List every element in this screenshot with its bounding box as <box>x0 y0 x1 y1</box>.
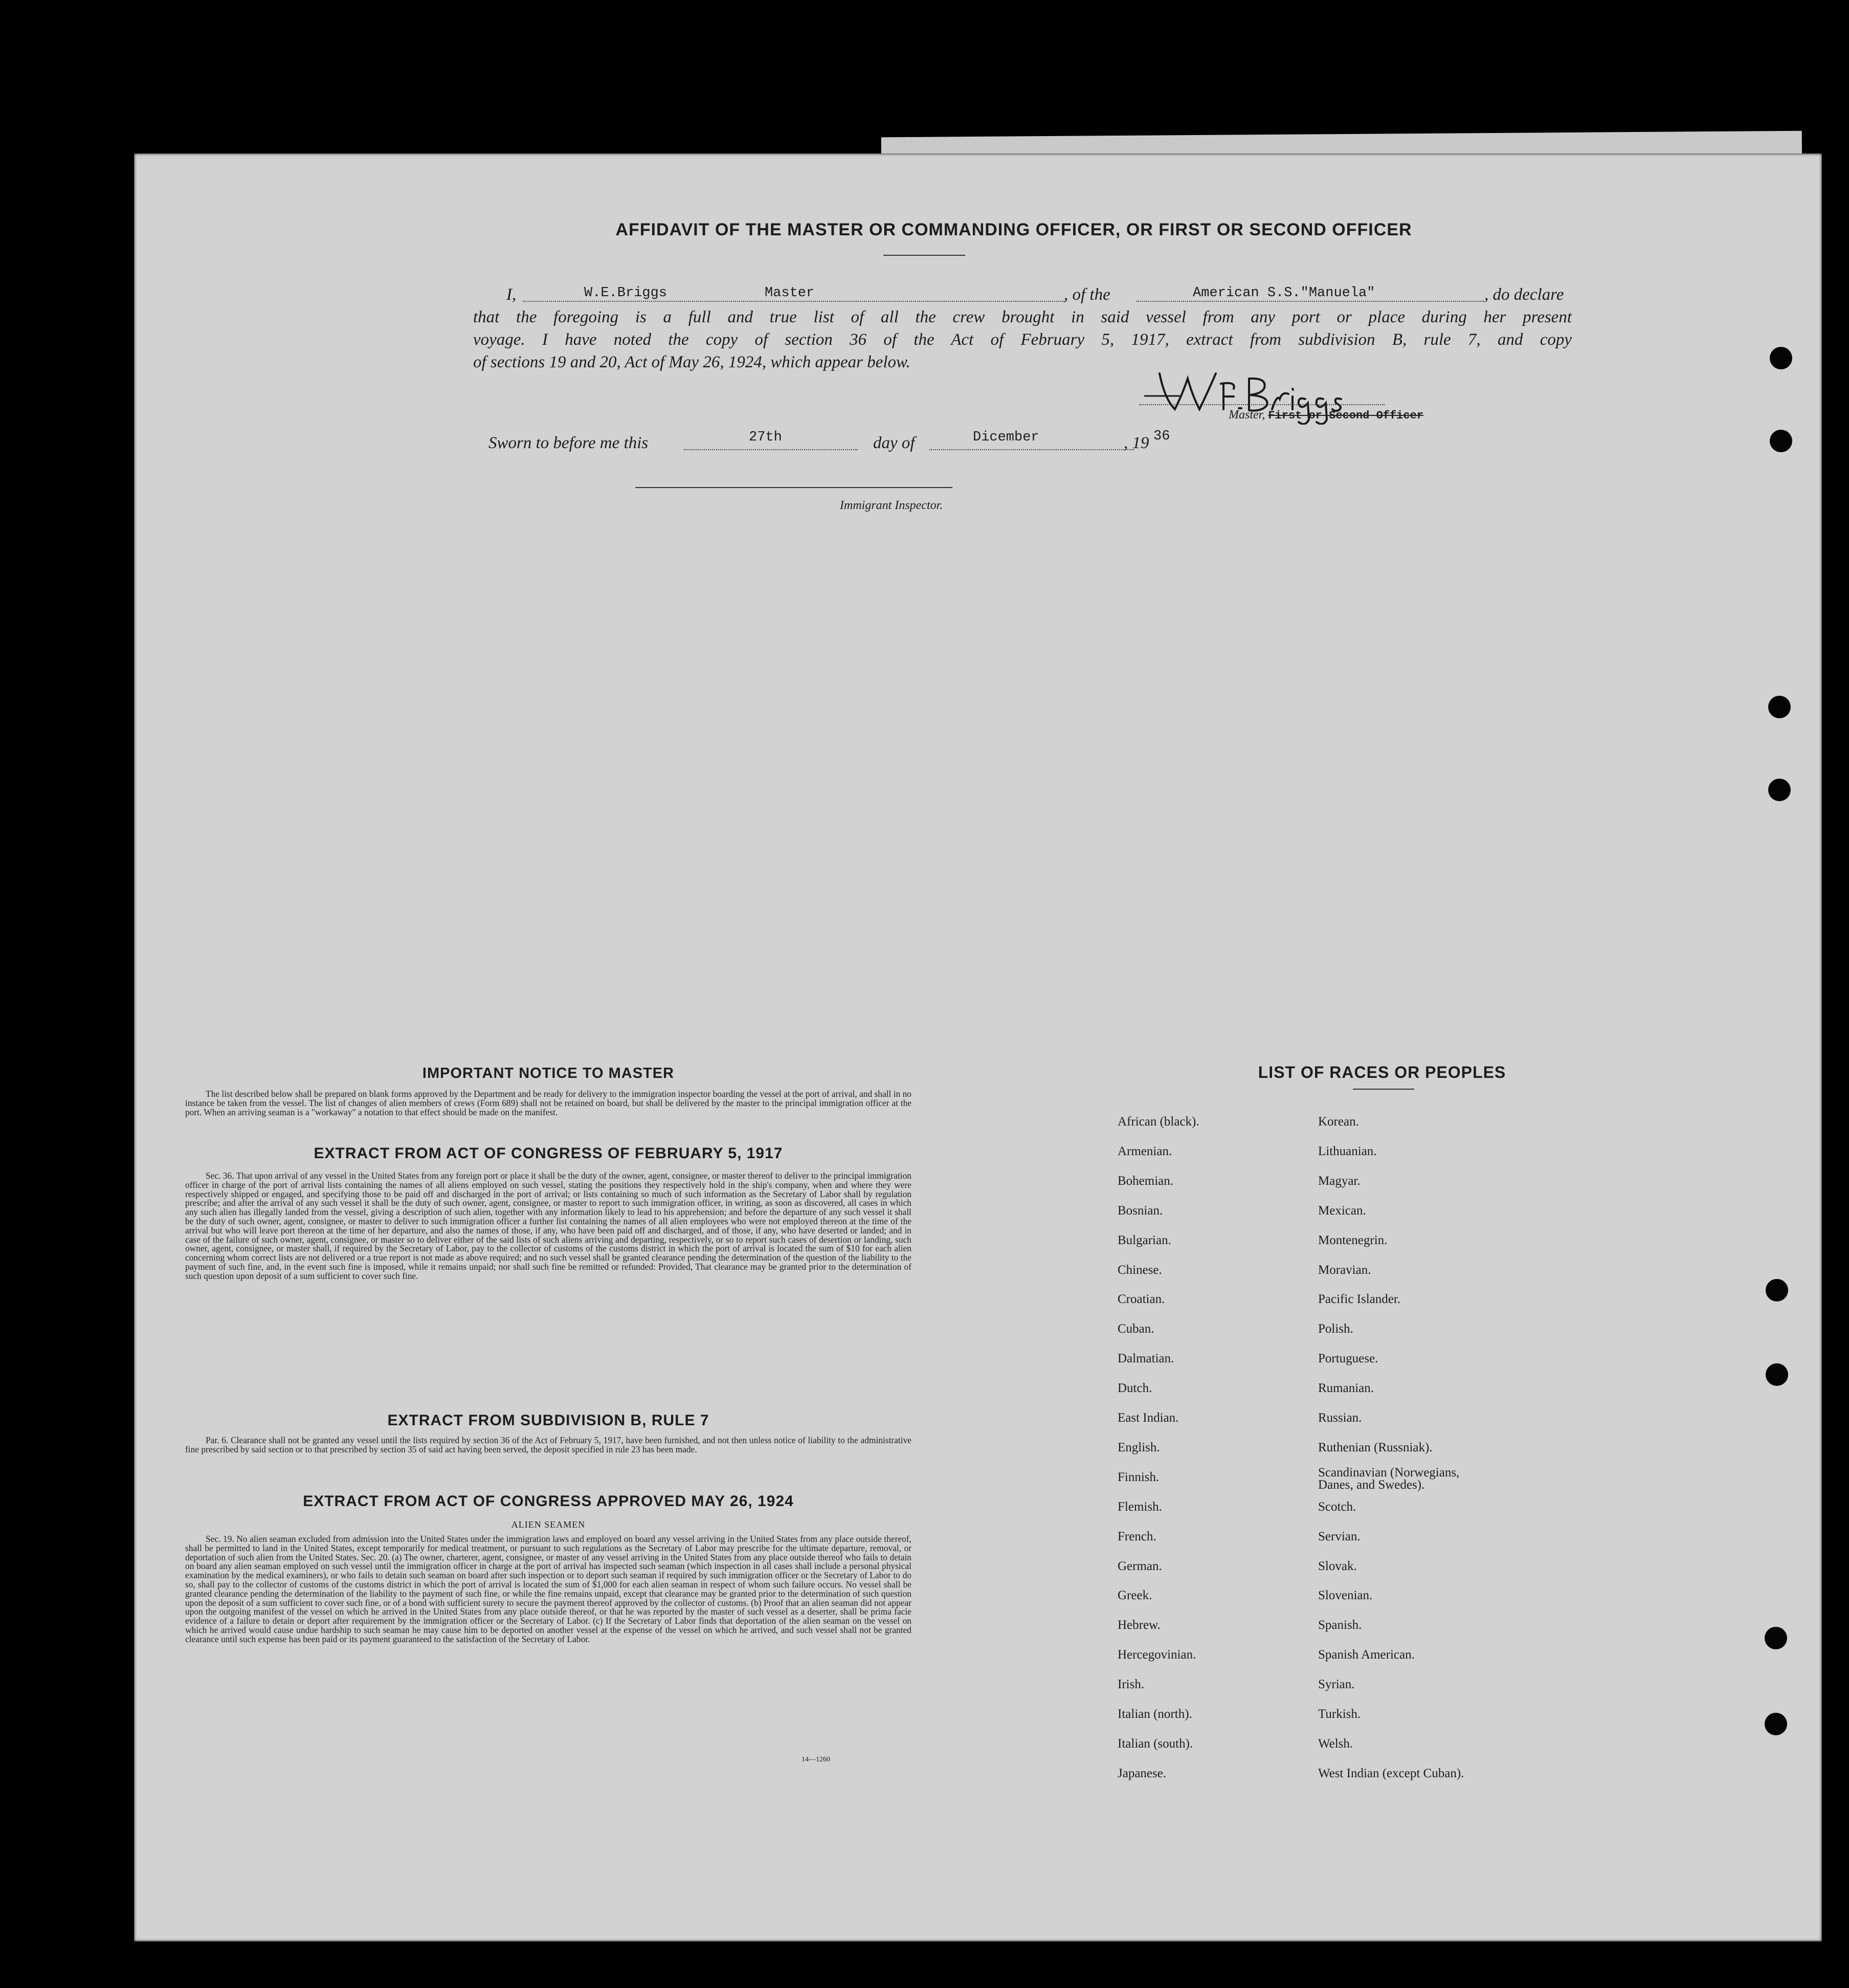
race-item: Irish. <box>1118 1677 1145 1692</box>
race-item: Lithuanian. <box>1318 1144 1377 1158</box>
race-item: Finnish. <box>1118 1470 1160 1484</box>
race-item: Cuban. <box>1118 1322 1154 1336</box>
sworn-day: 27th <box>749 430 782 445</box>
race-item: Italian (south). <box>1118 1736 1193 1751</box>
signature-line <box>1139 404 1385 405</box>
binder-hole <box>1766 1363 1788 1386</box>
rule-7-text: Par. 6. Clearance shall not be granted any vessel until the lists required by section 36 of the Act of February 5, 1917, have been furnished, and not then unless notice of liability to the administrative fine prescribed by said section or to that prescribed by section 35 of said act having been served, the deposit specified in rule 23 has been made. <box>185 1435 911 1454</box>
alien-seamen-subtitle: ALIEN SEAMEN <box>511 1519 586 1530</box>
binder-hole <box>1768 779 1791 801</box>
race-item: Croatian. <box>1118 1292 1165 1307</box>
extract-1917-title: EXTRACT FROM ACT OF CONGRESS OF FEBRUARY 5, 1917 <box>314 1145 783 1162</box>
races-title-divider <box>1353 1089 1414 1090</box>
month-blank <box>929 449 1134 450</box>
extract-1924-title: EXTRACT FROM ACT OF CONGRESS APPROVED MAY 26, 1924 <box>303 1493 794 1510</box>
declaration-line-4: of sections 19 and 20, Act of May 26, 1924, which appear below. <box>473 353 910 371</box>
race-item: Dutch. <box>1118 1381 1152 1396</box>
vessel-name: American S.S."Manuela" <box>1193 285 1375 301</box>
affidavit-sheet <box>134 153 1822 1941</box>
race-item: Korean. <box>1318 1115 1359 1129</box>
race-item: Slovenian. <box>1318 1588 1373 1603</box>
caption-master: Master, <box>1229 408 1265 422</box>
race-item: East Indian. <box>1118 1411 1179 1425</box>
race-item: Flemish. <box>1118 1499 1162 1514</box>
race-item: African (black). <box>1118 1115 1199 1129</box>
race-item: Japanese. <box>1118 1766 1167 1780</box>
sworn-year: 36 <box>1153 429 1170 444</box>
race-item: Spanish. <box>1318 1618 1362 1632</box>
declaration-line-3: voyage. I have noted the copy of section 36 of the Act of February 5, 1917, extract from subdivision B, rule 7, and copy <box>473 330 1572 349</box>
master-name: W.E.Briggs <box>584 285 667 301</box>
race-item: Pacific Islander. <box>1318 1292 1401 1307</box>
day-blank <box>684 449 858 450</box>
name-rank-blank <box>523 301 1065 302</box>
race-item: Turkish. <box>1318 1707 1361 1721</box>
declaration-line-2: that the foregoing is a full and true list of all the crew brought in said vessel from any port or place during her present <box>473 308 1572 326</box>
rule-7-title: EXTRACT FROM SUBDIVISION B, RULE 7 <box>387 1412 709 1429</box>
race-item: Spanish American. <box>1318 1648 1415 1662</box>
notice-text: The list described below shall be prepared on blank forms approved by the Department and be ready for delivery to the immigration inspector boarding the vessel at the port of arrival, and shall in no instance be taken from the vessel. The list of changes of alien members of crews (Form 689) shall not be retained on board, but shall be delivered by the master to the principal immigration officer at the port. When an arriving seaman is a "workaway" a notation to that effect should be made on the manifest. <box>185 1089 911 1117</box>
affidavit-title: AFFIDAVIT OF THE MASTER OR COMMANDING OFFICER, OR FIRST OR SECOND OFFICER <box>615 220 1412 239</box>
sworn-day-of: day of <box>873 434 915 452</box>
declaration-prefix: I, <box>506 285 517 304</box>
signature-caption <box>1229 408 1423 422</box>
race-item: Bosnian. <box>1118 1203 1163 1218</box>
race-item: Polish. <box>1318 1322 1353 1336</box>
race-item: Rumanian. <box>1318 1381 1374 1396</box>
race-item: Ruthenian (Russniak). <box>1318 1440 1433 1454</box>
binder-hole <box>1766 1279 1788 1301</box>
race-item: Mexican. <box>1318 1203 1366 1218</box>
race-item: Chinese. <box>1118 1263 1162 1277</box>
race-item: Slovak. <box>1318 1559 1357 1573</box>
race-item: West Indian (except Cuban). <box>1318 1766 1464 1780</box>
notice-title: IMPORTANT NOTICE TO MASTER <box>422 1065 675 1081</box>
race-item: Italian (north). <box>1118 1707 1192 1721</box>
race-item: Hercegovinian. <box>1118 1648 1196 1662</box>
race-item: Servian. <box>1318 1529 1361 1543</box>
race-item: Magyar. <box>1318 1174 1361 1188</box>
race-item: Greek. <box>1118 1588 1152 1603</box>
extract-1917-text: Sec. 36. That upon arrival of any vessel in the United States from any foreign port or place it shall be the duty of the owner, agent, consignee, or master thereof to deliver to the principal immigration officer in charge of the port of arrival lists containing the names of all aliens employed on such vessel, stating the positions they respectively hold in the ship's company, when and where they were respectively shipped or engaged, and specifying those to be paid off and discharged in the port of arrival; or lists containing so much of such information as the Secretary of Labor shall by regulation prescribe; and after the arrival of any such vessel it shall be the duty of such owner, agent, consignee, or master to report to such immigration officer, in writing, as soon as discovered, all cases in which any such alien has illegally landed from the vessel, giving a description of such alien, together with any information likely to lead to his apprehension; and before the departure of any such vessel it shall be the duty of such owner, agent, consignee, or master to deliver to such immigration officer a further list containing the names of all alien employees who were not employed thereon at the time of the arrival but who will leave port thereon at the time of her departure, and also the names of those, if any, who have been paid off and discharged, and of those, if any, who have deserted or landed; and in case of the failure of such owner, agent, consignee, or master so to deliver either of the said lists of such aliens arriving and departing, respectively, or so to report such cases of desertion or landing, such owner, agent, consignee, or master shall, if required by the Secretary of Labor, pay to the collector of customs of the customs district in which the port of arrival is located the sum of $10 for each alien concerning whom correct lists are not delivered or a true report is not made as above required; and no such vessel shall be granted clearance pending the determination of the question of the liability to the payment of such fine, and, in the event such fine is imposed, while it remains unpaid; nor shall such fine be remitted or refunded: Provided, That clearance may be granted prior to the determination of such question upon deposit of a sum sufficient to cover such fine. <box>185 1170 911 1281</box>
race-item: Dalmatian. <box>1118 1352 1174 1366</box>
title-divider <box>883 255 965 256</box>
race-item: French. <box>1118 1529 1156 1543</box>
binder-hole <box>1770 430 1792 452</box>
race-item: Bulgarian. <box>1118 1233 1171 1247</box>
form-number: 14—1260 <box>801 1756 830 1763</box>
race-item: Montenegrin. <box>1318 1233 1388 1247</box>
binder-hole <box>1768 696 1791 718</box>
race-item: Hebrew. <box>1118 1618 1161 1632</box>
race-item: Bohemian. <box>1118 1174 1174 1188</box>
race-item: English. <box>1118 1440 1160 1454</box>
vessel-blank <box>1137 301 1484 302</box>
declaration-suffix: , do declare <box>1484 285 1564 304</box>
extract-1924-text: Sec. 19. No alien seaman excluded from admission into the United States under the immigration laws and employed on board any vessel arriving in the United States from any place outside thereof, shall be permitted to land in the United States, except temporarily for medical treatment, or pursuant to such regulations as the Secretary of Labor may prescribe for the ultimate departure, removal, or deportation of such alien from the United States. Sec. 20. (a) The owner, charterer, agent, consignee, or master of any vessel arriving in the United States from any place outside thereof who fails to detain on board any alien seaman employed on such vessel until the immigration officer in charge at the port of arrival has inspected such seaman (which inspection in all cases shall include a personal physical examination by the medical examiners), or who fails to detain such seaman on board after such inspection or to deport such seaman if required by such immigration officer or the Secretary of Labor to do so, shall pay to the collector of customs of the customs district in which the port of arrival is located the sum of $1,000 for each alien seaman in respect of whom such failure occurs. No vessel shall be granted clearance pending the determination of the liability to the payment of such fine, or while the fine remains unpaid, except that clearance may be granted prior to the determination of such question upon the deposit of a sum sufficient to cover such fine, or of a bond with sufficient surety to secure the payment thereof approved by the collector of customs. (b) Proof that an alien seaman did not appear upon the outgoing manifest of the vessel on which he arrived in the United States from any place outside thereof, or that he was reported by the master of such vessel as a deserter, shall be prima facie evidence of a failure to detain or deport after requirement by the immigration officer or the Secretary of Labor. (c) If the Secretary of Labor finds that deportation of the alien seaman on the vessel on which he arrived would cause undue hardship to such seaman he may cause him to be deported on another vessel at the expense of the vessel on which he arrived, and such vessel shall not be granted clearance until such expense has been paid or its payment guaranteed to the satisfaction of the Secretary of Labor. <box>185 1534 911 1644</box>
race-item: Portuguese. <box>1318 1352 1378 1366</box>
race-item: Scandinavian (Norwegians, Danes, and Swedes). <box>1318 1465 1460 1492</box>
binder-hole <box>1770 347 1792 369</box>
declaration-of-the: , of the <box>1064 285 1110 304</box>
binder-hole <box>1765 1627 1787 1649</box>
sworn-month: Dicember <box>973 430 1039 445</box>
inspector-label: Immigrant Inspector. <box>840 499 943 512</box>
binder-hole <box>1765 1713 1787 1735</box>
race-item: Russian. <box>1318 1411 1362 1425</box>
sworn-prefix: Sworn to before me this <box>488 434 649 452</box>
race-item: Armenian. <box>1118 1144 1172 1158</box>
race-item: Syrian. <box>1318 1677 1355 1692</box>
inspector-signature-line <box>635 487 952 488</box>
race-item: Moravian. <box>1318 1263 1371 1277</box>
master-rank: Master <box>765 285 815 301</box>
caption-struck-officer: First or Second Officer <box>1268 409 1423 422</box>
races-title: LIST OF RACES OR PEOPLES <box>1258 1063 1506 1081</box>
race-item: Scotch. <box>1318 1499 1356 1514</box>
race-item: Welsh. <box>1318 1736 1353 1751</box>
sworn-year-prefix: , 19 <box>1124 434 1149 452</box>
race-item: German. <box>1118 1559 1162 1573</box>
